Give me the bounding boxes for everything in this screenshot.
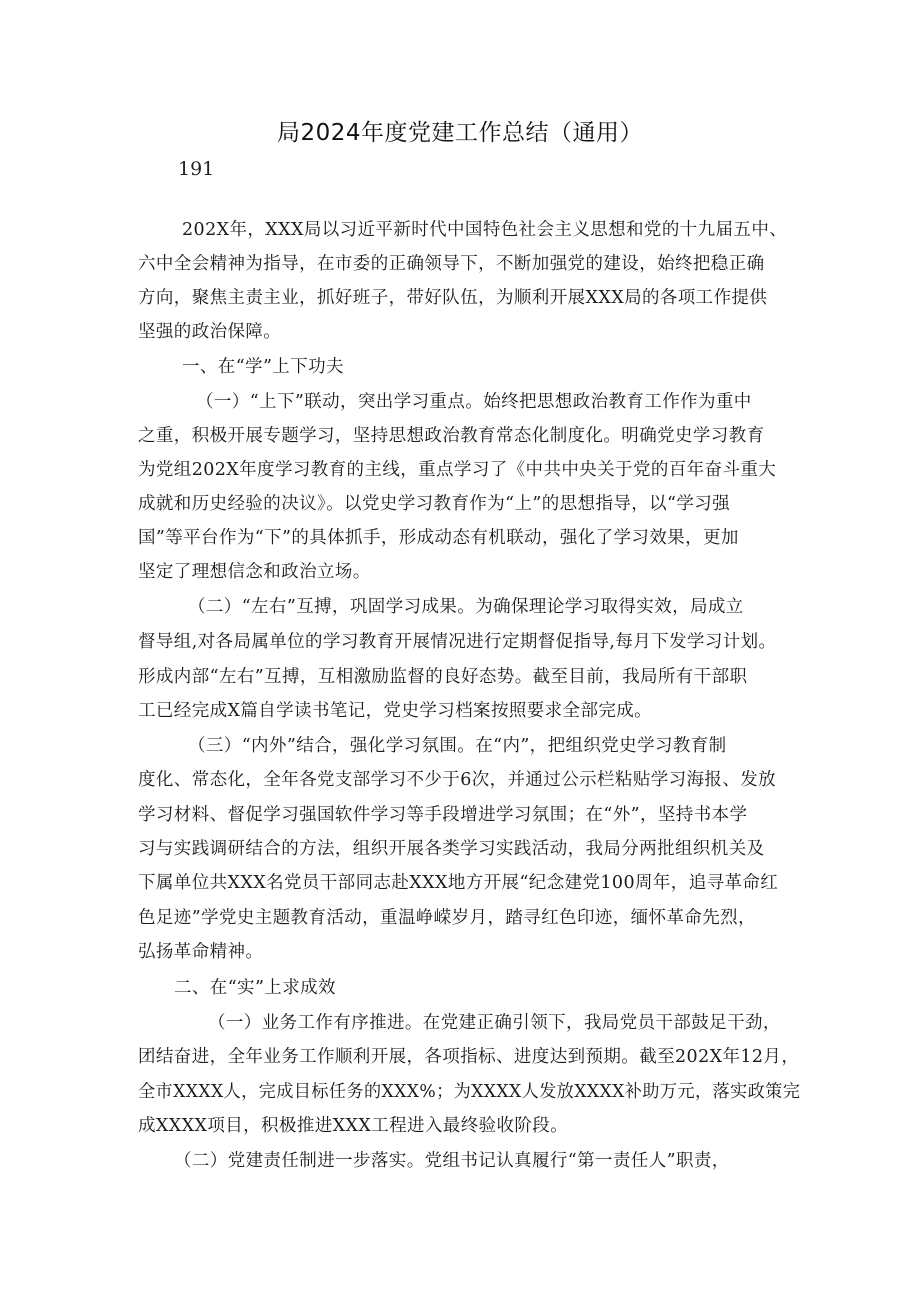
document-line: （三）“内外”结合，强化学习氛围。在“内”，把组织党史学习教育制 [188, 736, 727, 756]
document-line: 学习材料、督促学习强国软件学习等手段增进学习氛围；在“外”，坚持书本学 [138, 805, 748, 825]
document-line: 坚定了理想信念和政治立场。 [138, 562, 371, 582]
document-line: （一）业务工作有序推进。在党建正确引领下，我局党员干部鼓足干劲， [208, 1013, 781, 1033]
document-line: 一、在“学”上下功夫 [182, 357, 344, 377]
document-line: 色足迹”学党史主题教育活动，重温峥嵘岁月，踏寻红色印迹，缅怀革命先烈， [138, 908, 756, 928]
document-line: 下属单位共XXX名党员干部同志赴XXX地方开展“纪念建党100周年，追寻革命红 [138, 873, 779, 893]
document-line: （二）“左右”互搏，巩固学习成果。为确保理论学习取得实效，局成立 [188, 597, 744, 617]
document-number: 191 [178, 158, 215, 180]
document-line: 国”等平台作为“下”的具体抓手，形成动态有机联动，强化了学习效果，更加 [138, 528, 739, 548]
document-line: 成XXXX项目，积极推进XXX工程进入最终验收阶段。 [138, 1116, 569, 1136]
document-line: 之重，积极开展专题学习，坚持思想政治教育常态化制度化。明确党史学习教育 [138, 426, 765, 446]
document-line: 成就和历史经验的决议》。以党史学习教育作为“上”的思想指导，以“学习强 [138, 494, 731, 514]
document-line: 度化、常态化，全年各党支部学习不少于6次，并通过公示栏粘贴学习海报、发放 [138, 770, 777, 790]
document-title: 局2024年度党建工作总结（通用） [276, 120, 644, 146]
document-line: 工已经完成X篇自学读书笔记，党史学习档案按照要求全部完成。 [138, 701, 653, 721]
document-line: （一）“上下”联动，突出学习重点。始终把思想政治教育工作作为重中 [196, 392, 752, 412]
document-line: 坚强的政治保障。 [138, 322, 282, 342]
document-line: 督导组,对各局属单位的学习教育开展情况进行定期督促指导,每月下发学习计划。 [138, 632, 777, 652]
document-line: 习与实践调研结合的方法，组织开展各类学习实践活动，我局分两批组织机关及 [138, 839, 765, 859]
document-line: 全市XXXX人，完成目标任务的XXX%；为XXXX人发放XXXX补助万元，落实政策完 [138, 1082, 801, 1102]
document-line: 六中全会精神为指导，在市委的正确领导下，不断加强党的建设，始终把稳正确 [138, 254, 765, 274]
document-line: 二、在“实”上求成效 [174, 978, 336, 998]
document-line: 弘扬革命精神。 [138, 942, 264, 962]
document-line: 为党组202X年度学习教育的主线，重点学习了《中共中央关于党的百年奋斗重大 [138, 460, 777, 480]
document-line: 形成内部“左右”互搏，互相激励监督的良好态势。截至目前，我局所有干部职 [138, 667, 748, 687]
document-line: 团结奋进，全年业务工作顺利开展，各项指标、进度达到预期。截至202X年12月， [138, 1047, 800, 1067]
document-line: 方向，聚焦主责主业，抓好班子，带好队伍，为顺利开展XXX局的各项工作提供 [138, 288, 768, 308]
document-line: 202X年，XXX局以习近平新时代中国特色社会主义思想和党的十九届五中、 [182, 220, 788, 240]
document-line: （二）党建责任制进一步落实。党组书记认真履行“第一责任人”职责， [174, 1151, 730, 1171]
